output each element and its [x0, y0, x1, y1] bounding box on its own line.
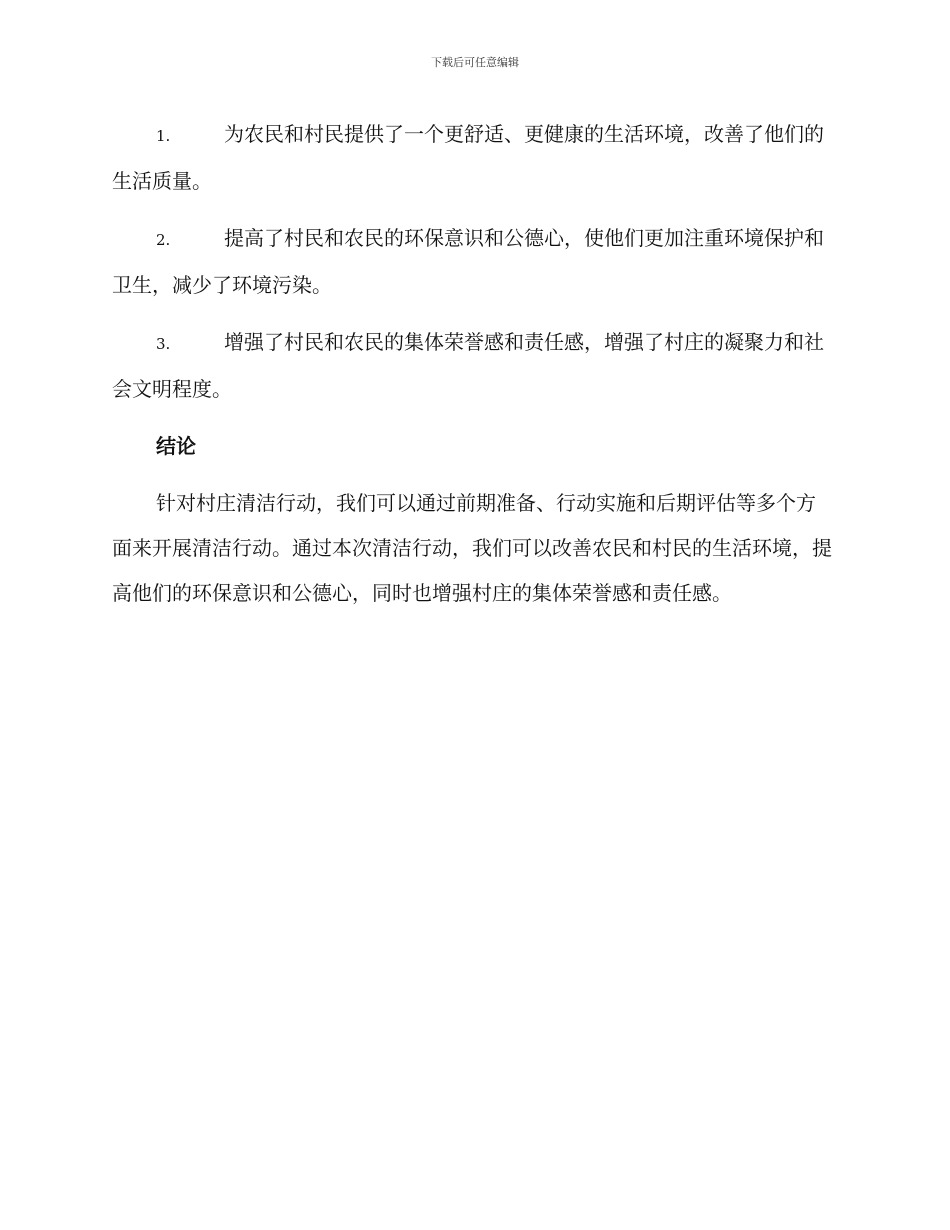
- conclusion-paragraph: 针对村庄清洁行动，我们可以通过前期准备、行动实施和后期评估等多个方面来开展清洁行动。通过本次清洁行动，我们可以改善农民和村民的生活环境，提高他们的环保意识和公德心，同时也增强村庄的集体荣誉感和责任感。: [112, 491, 832, 605]
- list-number: 2.: [156, 231, 171, 249]
- document-body: [112, 112, 834, 616]
- list-number: 3.: [156, 335, 171, 353]
- list-text: 为农民和村民提供了一个更舒适、更健康的生活环境，改善了他们的生活质量。: [112, 122, 824, 193]
- list-text: 提高了村民和农民的环保意识和公德心，使他们更加注重环境保护和卫生，减少了环境污染。: [112, 226, 824, 297]
- list-item: [112, 216, 834, 308]
- section-heading: 结论: [156, 434, 196, 458]
- page-header: 下载后可任意编辑: [431, 56, 519, 69]
- list-number: 1.: [156, 127, 171, 145]
- list-item: [112, 320, 834, 412]
- list-item: [112, 112, 834, 204]
- list-text: 增强了村民和农民的集体荣誉感和责任感，增强了村庄的凝聚力和社会文明程度。: [112, 330, 824, 401]
